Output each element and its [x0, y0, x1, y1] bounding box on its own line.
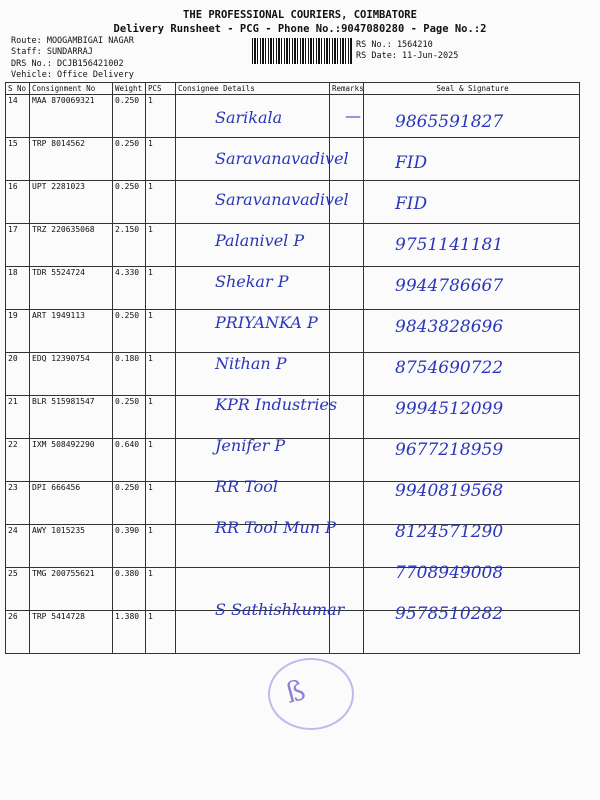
drs-number: DRS No.: DCJB156421002	[11, 59, 124, 69]
cell-sno: 17	[6, 224, 30, 267]
col-sno: S No	[6, 83, 30, 95]
cell-sno: 25	[6, 568, 30, 611]
rs-date: RS Date: 11-Jun-2025	[356, 51, 459, 61]
runsheet-title: THE PROFESSIONAL COURIERS, COIMBATORE	[183, 9, 417, 21]
seal-signature-handwriting: FID	[395, 194, 428, 214]
seal-signature-handwriting: 8124571290	[395, 522, 504, 542]
cell-weight: 0.250	[113, 181, 146, 224]
consignee-handwriting: RR Tool	[215, 477, 278, 496]
cell-sno: 26	[6, 611, 30, 654]
cell-weight: 4.330	[113, 267, 146, 310]
office-stamp	[268, 658, 354, 730]
cell-cno: AWY 1015235	[30, 525, 113, 568]
seal-signature-handwriting: 9944786667	[395, 276, 504, 296]
cell-pcs: 1	[146, 95, 176, 138]
col-seal: Seal & Signature	[364, 83, 580, 95]
cell-pcs: 1	[146, 482, 176, 525]
cell-sno: 24	[6, 525, 30, 568]
cell-cno: TMG 200755621	[30, 568, 113, 611]
cell-cno: TDR 5524724	[30, 267, 113, 310]
cell-pcs: 1	[146, 525, 176, 568]
table-header-row	[6, 83, 580, 95]
consignee-handwriting: S Sathishkumar	[215, 600, 345, 619]
cell-pcs: 1	[146, 353, 176, 396]
cell-cno: DPI 666456	[30, 482, 113, 525]
cell-pcs: 1	[146, 611, 176, 654]
cell-cno: TRP 8014562	[30, 138, 113, 181]
cell-weight: 0.250	[113, 138, 146, 181]
consignee-handwriting: Saravanavadivel	[215, 149, 349, 168]
remarks-cell	[330, 267, 364, 310]
cell-weight: 0.380	[113, 568, 146, 611]
consignee-handwriting: RR Tool Mun P	[215, 518, 336, 537]
consignee-handwriting: KPR Industries	[215, 395, 338, 414]
consignee-handwriting: Palanivel P	[215, 231, 305, 250]
col-weight: Weight	[113, 83, 146, 95]
remarks-cell	[330, 310, 364, 353]
cell-sno: 22	[6, 439, 30, 482]
cell-pcs: 1	[146, 138, 176, 181]
cell-cno: IXM 508492290	[30, 439, 113, 482]
seal-signature-handwriting: 9578510282	[395, 604, 504, 624]
cell-weight: 2.150	[113, 224, 146, 267]
cell-cno: BLR 515981547	[30, 396, 113, 439]
cell-pcs: 1	[146, 224, 176, 267]
seal-signature-handwriting: 9677218959	[395, 440, 504, 460]
cell-sno: 20	[6, 353, 30, 396]
stamp-mark: ß	[282, 673, 309, 710]
cell-pcs: 1	[146, 439, 176, 482]
cell-sno: 18	[6, 267, 30, 310]
seal-signature-handwriting: 8754690722	[395, 358, 504, 378]
cell-cno: TRP 5414728	[30, 611, 113, 654]
col-pcs: PCS	[146, 83, 176, 95]
cell-pcs: 1	[146, 310, 176, 353]
seal-signature-handwriting: 9940819568	[395, 481, 504, 501]
remarks-cell	[330, 439, 364, 482]
cell-weight: 1.380	[113, 611, 146, 654]
cell-sno: 15	[6, 138, 30, 181]
rs-number: RS No.: 1564210	[356, 40, 433, 50]
vehicle: Vehicle: Office Delivery	[11, 70, 134, 80]
seal-signature-handwriting: 9751141181	[395, 235, 504, 255]
runsheet-subtitle: Delivery Runsheet - PCG - Phone No.:9047080280 - Page No.:2	[113, 23, 487, 35]
cell-weight: 0.250	[113, 396, 146, 439]
cell-sno: 14	[6, 95, 30, 138]
cell-weight: 0.250	[113, 482, 146, 525]
barcode-image	[252, 38, 352, 64]
consignee-handwriting: PRIYANKA P	[215, 313, 318, 332]
cell-weight: 0.250	[113, 95, 146, 138]
consignee-handwriting: Shekar P	[215, 272, 289, 291]
consignee-handwriting: Sarikala	[215, 108, 283, 127]
cell-cno: ART 1949113	[30, 310, 113, 353]
cell-sno: 19	[6, 310, 30, 353]
cell-sno: 21	[6, 396, 30, 439]
consignee-handwriting: Nithan P	[215, 354, 287, 373]
col-consignment: Consignment No	[30, 83, 113, 95]
seal-signature-handwriting: 9843828696	[395, 317, 504, 337]
cell-cno: MAA 870069321	[30, 95, 113, 138]
seal-signature-handwriting: 7708949008	[395, 563, 504, 583]
staff: Staff: SUNDARRAJ	[11, 47, 93, 57]
remarks-cell	[330, 224, 364, 267]
cell-pcs: 1	[146, 396, 176, 439]
cell-cno: TRZ 220635068	[30, 224, 113, 267]
route: Route: MOOGAMBIGAI NAGAR	[11, 36, 134, 46]
remarks-handwriting: —	[345, 106, 361, 125]
cell-cno: UPT 2281023	[30, 181, 113, 224]
cell-sno: 16	[6, 181, 30, 224]
remarks-cell	[330, 353, 364, 396]
cell-sno: 23	[6, 482, 30, 525]
cell-cno: EDQ 12390754	[30, 353, 113, 396]
cell-weight: 0.180	[113, 353, 146, 396]
cell-weight: 0.390	[113, 525, 146, 568]
col-consignee: Consignee Details	[176, 83, 330, 95]
cell-pcs: 1	[146, 568, 176, 611]
cell-pcs: 1	[146, 181, 176, 224]
seal-signature-handwriting: FID	[395, 153, 428, 173]
cell-weight: 0.640	[113, 439, 146, 482]
col-remarks: Remarks	[330, 83, 364, 95]
cell-weight: 0.250	[113, 310, 146, 353]
seal-signature-handwriting: 9994512099	[395, 399, 504, 419]
consignee-handwriting: Jenifer P	[215, 436, 286, 455]
cell-pcs: 1	[146, 267, 176, 310]
seal-signature-handwriting: 9865591827	[395, 112, 504, 132]
consignee-handwriting: Saravanavadivel	[215, 190, 349, 209]
